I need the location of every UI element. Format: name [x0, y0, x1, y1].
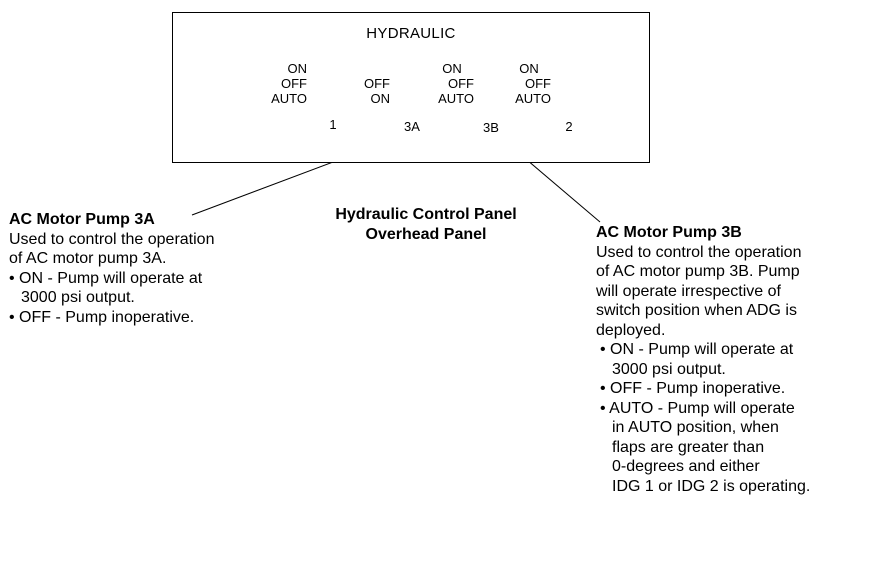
callout-pump-3a: [9, 210, 309, 327]
switch-1-number: 1: [329, 117, 337, 132]
pump-3b-desc-line: deployed.: [596, 321, 666, 339]
switch-2-pos-off: OFF: [525, 76, 551, 91]
caption-line-1: Hydraulic Control Panel: [335, 206, 517, 223]
pump-3b-desc-line: Used to control the operation: [596, 243, 802, 261]
switch-2-pos-auto: AUTO: [515, 91, 551, 106]
switch-3b-number: 3B: [483, 120, 499, 135]
pump-3a-desc-line: Used to control the operation: [9, 230, 215, 248]
pump-3b-desc-line: will operate irrespective of: [596, 282, 781, 300]
switch-3a-pos-on: ON: [370, 91, 390, 106]
pump-3b-title: AC Motor Pump 3B: [596, 224, 742, 241]
pump-3b-bullet-auto-cont: in AUTO position, when: [612, 419, 779, 436]
pump-3b-bullet-auto-cont: 0-degrees and either: [612, 458, 760, 475]
pump-3b-bullet-auto-cont: flaps are greater than: [612, 438, 765, 456]
pump-3b-bullet-on-cont: 3000 psi output.: [612, 360, 726, 378]
caption-line-2: Overhead Panel: [365, 225, 487, 243]
pump-3a-bullet-on-cont: 3000 psi output.: [21, 289, 135, 306]
hydraulic-control-panel: [172, 12, 650, 163]
switch-3a-positions: [352, 76, 390, 106]
switch-3a-pos-off: OFF: [364, 76, 390, 91]
figure-caption: [276, 205, 576, 244]
switch-2-pos-on: ON: [519, 61, 539, 76]
switch-1-pos-on: ON: [287, 61, 307, 76]
switch-1-pos-auto: AUTO: [271, 91, 307, 106]
pump-3a-title: AC Motor Pump 3A: [9, 211, 155, 228]
pump-3b-desc-line: switch position when ADG is: [596, 302, 797, 319]
pump-3a-bullet-on: • ON - Pump will operate at: [9, 269, 203, 287]
switch-3b-pos-auto: AUTO: [438, 91, 474, 106]
pump-3a-desc-line: of AC motor pump 3A.: [9, 250, 167, 267]
switch-3b-pos-off: OFF: [448, 76, 474, 91]
pump-3a-bullet-off: • OFF - Pump inoperative.: [9, 308, 195, 326]
switch-2-positions: [507, 61, 551, 106]
pump-3b-bullet-auto-cont: IDG 1 or IDG 2 is operating.: [612, 477, 811, 495]
switch-3b-pos-on: ON: [442, 61, 462, 76]
switch-2-number: 2: [565, 119, 573, 134]
pump-3b-desc-line: of AC motor pump 3B. Pump: [596, 263, 800, 280]
switch-1-positions: [262, 61, 307, 106]
pump-3b-bullet-auto: • AUTO - Pump will operate: [600, 399, 795, 417]
switch-1-pos-off: OFF: [281, 76, 307, 91]
switch-3b-positions: [430, 61, 474, 106]
pump-3b-bullet-off: • OFF - Pump inoperative.: [600, 380, 786, 397]
switch-3a-number: 3A: [404, 119, 420, 134]
pump-3b-bullet-on: • ON - Pump will operate at: [600, 341, 794, 358]
panel-title: HYDRAULIC: [366, 25, 456, 42]
callout-pump-3b: [596, 223, 868, 496]
